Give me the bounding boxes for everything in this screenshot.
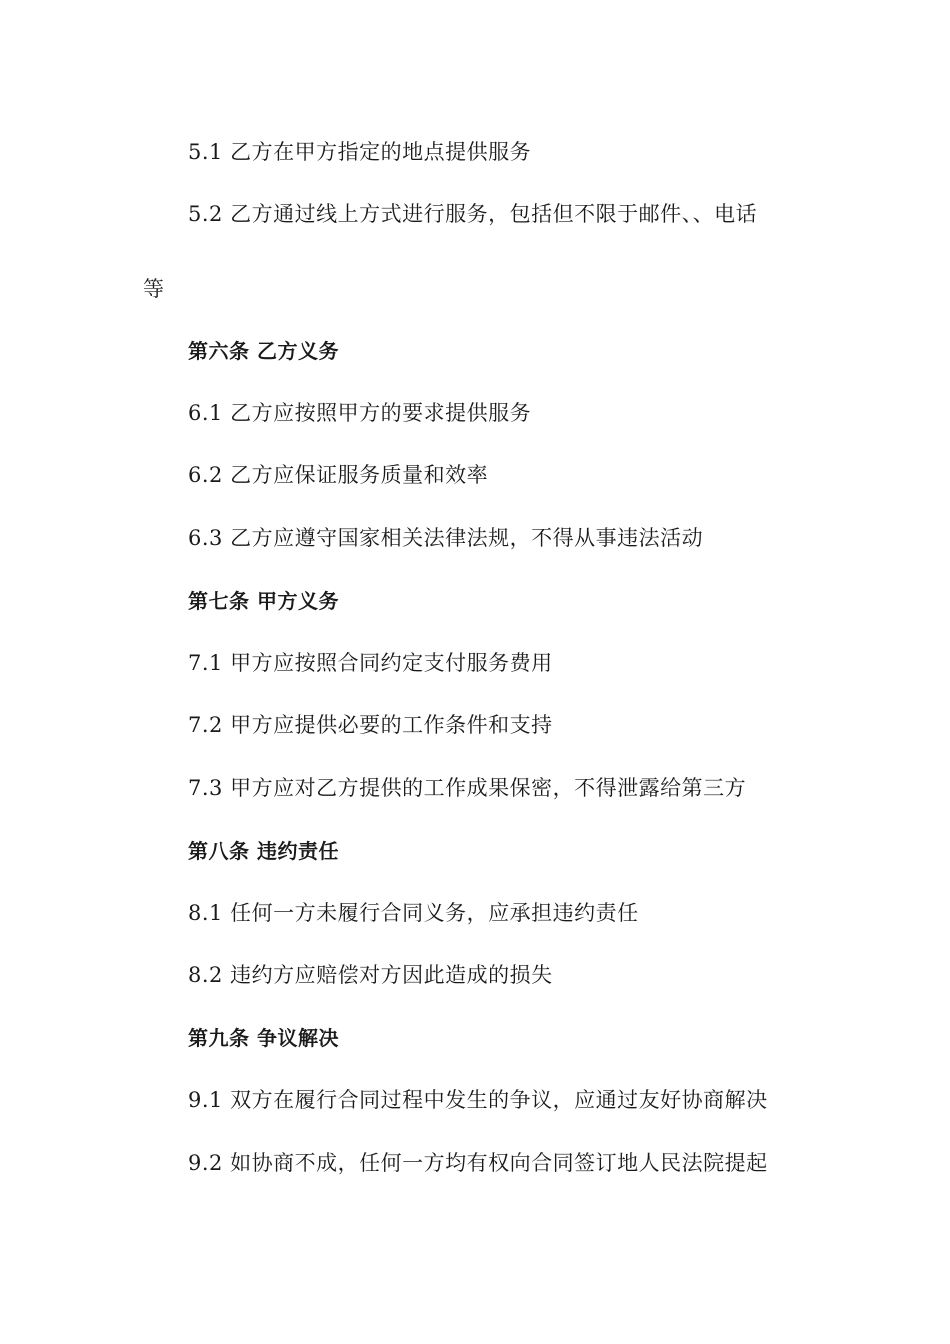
clause-9-1: 9.1 双方在履行合同过程中发生的争议，应通过友好协商解决 [188,1088,768,1112]
article-7-heading: 第七条 甲方义务 [188,589,339,613]
clause-5-1: 5.1 乙方在甲方指定的地点提供服务 [188,140,532,164]
clause-8-1: 8.1 任何一方未履行合同义务，应承担违约责任 [188,901,639,925]
clause-5-2-continuation: 等 [143,277,165,301]
article-8-heading: 第八条 违约责任 [188,839,339,863]
clause-6-1: 6.1 乙方应按照甲方的要求提供服务 [188,401,532,425]
clause-7-1: 7.1 甲方应按照合同约定支付服务费用 [188,651,553,675]
clause-8-2: 8.2 违约方应赔偿对方因此造成的损失 [188,963,553,987]
clause-5-2: 5.2 乙方通过线上方式进行服务，包括但不限于邮件、、电话 [188,202,758,226]
clause-7-2: 7.2 甲方应提供必要的工作条件和支持 [188,713,553,737]
article-9-heading: 第九条 争议解决 [188,1026,339,1050]
article-6-heading: 第六条 乙方义务 [188,339,339,363]
clause-9-2: 9.2 如协商不成，任何一方均有权向合同签订地人民法院提起 [188,1151,768,1175]
clause-6-3: 6.3 乙方应遵守国家相关法律法规，不得从事违法活动 [188,526,704,550]
clause-6-2: 6.2 乙方应保证服务质量和效率 [188,463,489,487]
clause-7-3: 7.3 甲方应对乙方提供的工作成果保密，不得泄露给第三方 [188,776,747,800]
